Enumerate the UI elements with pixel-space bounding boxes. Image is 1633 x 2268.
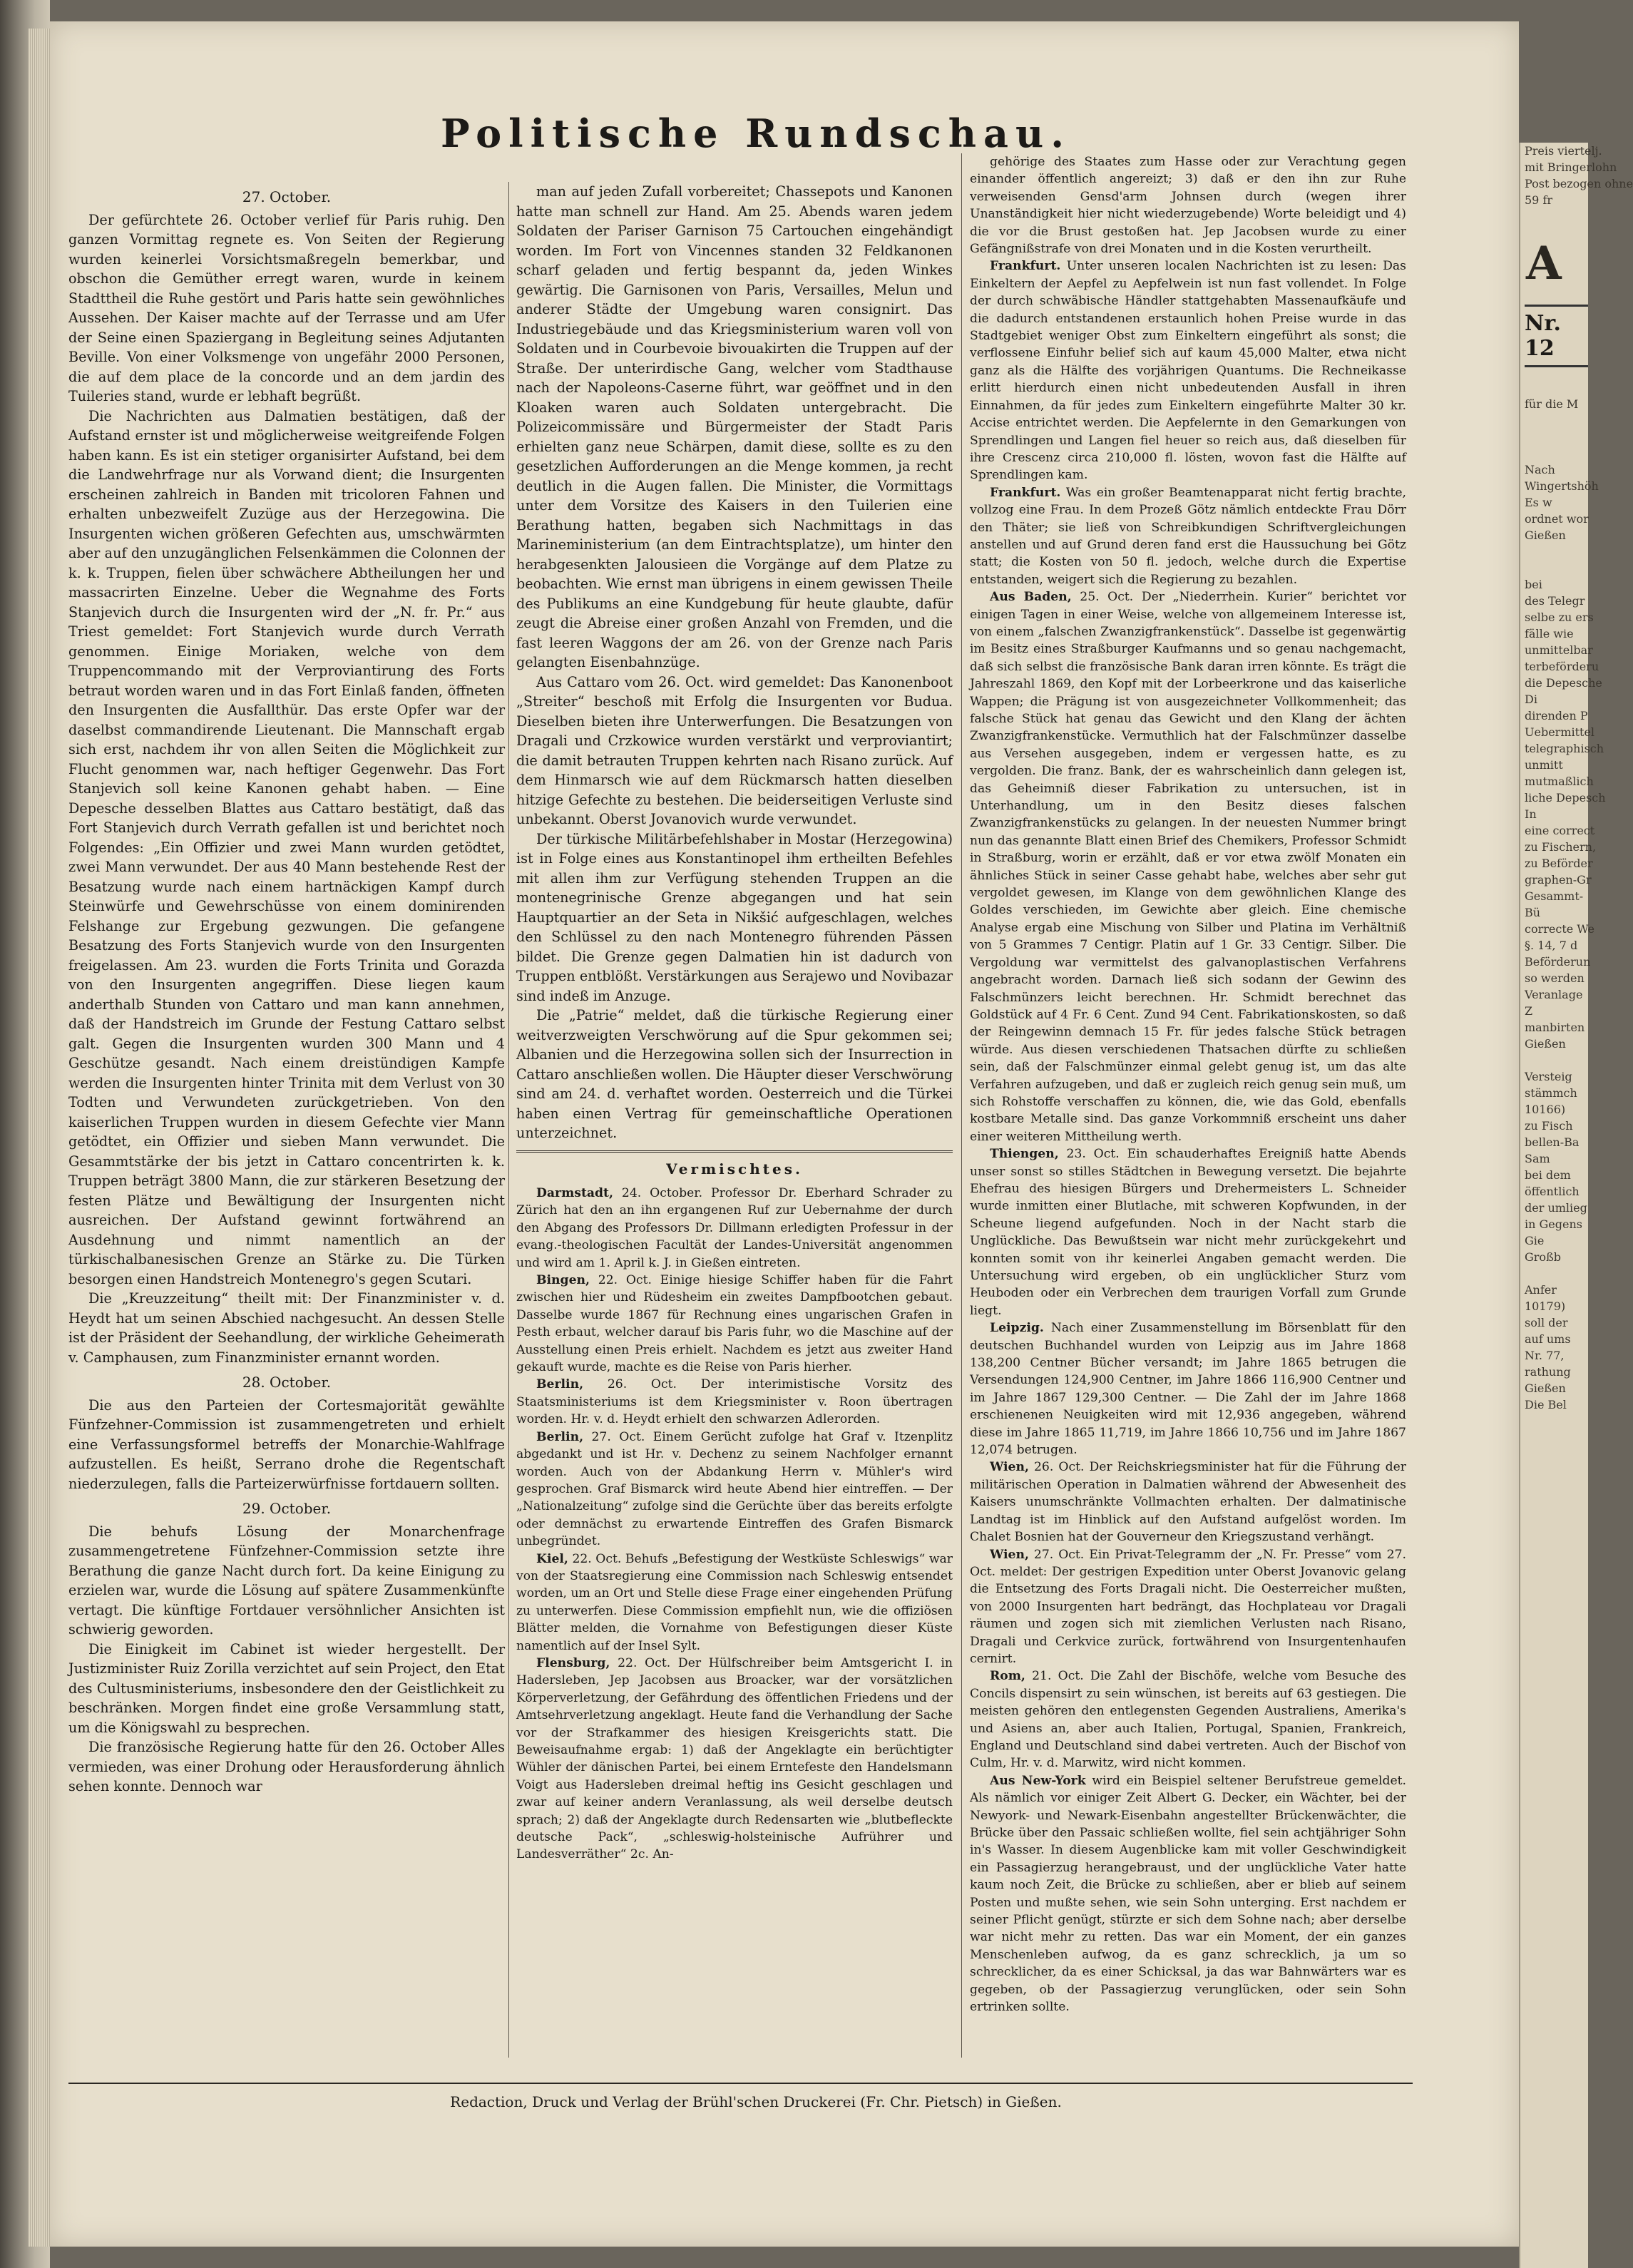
next-page-line: so werden <box>1525 971 1585 985</box>
next-page-price-note <box>1520 143 1633 208</box>
next-page-line: ordnet wor <box>1525 512 1589 526</box>
next-page-line: fälle wie <box>1525 627 1574 640</box>
next-page-line <box>1520 1052 1588 1068</box>
next-page-line: graphen-Gr <box>1525 873 1592 887</box>
news-item <box>516 1429 953 1551</box>
article-paragraph: Der gefürchtete 26. October verlief für Paris ruhig. Den ganzen Vormittag regnete es. Von Seiten der Regierung wurden keinerlei Vorsichtsmaßregeln bemerkbar, und obschon die Gemüther erregt waren, wurde in keinem Stadttheil die Ruhe gestört und Paris hatte sein gewöhnliches Aussehen. Der Kaiser machte auf der Terrasse und am Ufer der Seine einen Spaziergang in Begleitung seines Adjutanten Beville. Von einer Volksmenge von ungefähr 2000 Personen, die auf dem place de la concorde und an dem jardin des Tuileries stand, wurde er lebhaft begrüßt. <box>68 211 505 404</box>
section-heading-vermischtes: Vermischtes. <box>666 1160 803 1178</box>
next-page-line: Beförderun <box>1525 955 1591 969</box>
next-page-line: manbirten <box>1525 1021 1585 1034</box>
next-page-issue-number: Nr. 12 <box>1525 305 1588 367</box>
news-dateline-place: Thiengen, <box>990 1147 1059 1162</box>
next-page-line: liche Depesch <box>1525 791 1606 804</box>
next-page-line: 59 fr <box>1525 193 1553 207</box>
next-page-line: Nach <box>1525 463 1555 476</box>
news-dateline-place: Leipzig. <box>990 1321 1044 1336</box>
news-text: 26. Oct. Der interimistische Vorsitz des Staatsministeriums ist dem Kriegsminister v. Roon übertragen worden. Hr. v. d. Heydt erhielt den schwarzen Adlerorden. <box>516 1377 953 1427</box>
news-item <box>516 1376 953 1428</box>
news-dateline-place: Kiel, <box>536 1551 568 1566</box>
next-page-line: Versteig <box>1525 1070 1572 1083</box>
next-page-line: mit Bringerlohn <box>1525 160 1617 174</box>
next-page-line <box>1520 1265 1588 1282</box>
news-item <box>970 153 1406 257</box>
news-dateline-place: Bingen, <box>536 1273 590 1288</box>
next-page-line: 10166) <box>1525 1103 1566 1116</box>
news-text: 22. Oct. Der Hülfschreiber beim Amtsgericht I. in Hadersleben, Jep Jacobsen aus Broacker, war der vorsätzlichen Körperverletzung, der Gefährdung des öffentlichen Friedens und der Amtsehrverletzung angeklagt. Heute fand die Verhandlung der Sache vor der Strafkammer des hiesigen Kreisgerichts statt. Die Beweisaufnahme ergab: 1) daß der Angeklagte ein berüchtigter Wühler der dänischen Partei, bei einem Erntefeste den Handelsmann Voigt aus Hadersleben dreimal heftig ins Gesicht geschlagen und zwar auf keiner andern Veranlassung, als weil derselbe deutsch sprach; 2) daß der Angeklagte durch Redensarten wie „blutbefleckte deutsche Pack“, „schleswig-holsteinische Aufrührer und Landesverräther“ 2c. An- <box>516 1655 953 1862</box>
next-page-line: direnden P <box>1525 709 1588 722</box>
next-page-line: Gießen <box>1525 528 1566 542</box>
news-text: Nach einer Zusammenstellung im Börsenblatt für den deutschen Buchhandel wurden von Leipzig aus im Jahre 1868 138,200 Centner Bücher versandt; im Jahre 1865 betrugen die Versendungen 124,900 Centner, im Jahre 1866 116,900 Centner und im Jahre 1867 129,300 Centner. — Die Zahl der im Jahre 1868 erschienenen Neuigkeiten wird mit 12,936 angegeben, während diese im Jahre 1865 11,719, im Jahre 1866 10,756 und im Jahre 1867 12,074 betrugen. <box>970 1321 1407 1458</box>
next-page-line: Gesammt- <box>1525 889 1584 903</box>
article-paragraph: Die „Kreuzzeitung“ theilt mit: Der Finanzminister v. d. Heydt hat um seinen Abschied nachgesucht. An dessen Stelle ist der Präsident der Seehandlung, der wirkliche Geheimerath v. Camphausen, zum Finanzminister ernannt worden. <box>68 1290 505 1366</box>
next-page-line: telegraphisch <box>1525 742 1604 755</box>
imprint-footer: Redaction, Druck und Verlag der Brühl'schen Druckerei (Fr. Chr. Pietsch) in Gießen. <box>450 2093 1062 2110</box>
next-page-line: §. 14, 7 d <box>1525 939 1578 952</box>
next-page-line: soll der <box>1525 1316 1568 1329</box>
next-page-line: In <box>1525 807 1537 821</box>
next-page-line: mutmaßlich <box>1525 775 1594 788</box>
next-page-line: Wingertshöh <box>1525 479 1599 493</box>
next-page-line: zu Fischern, <box>1525 840 1597 854</box>
article-paragraph: Die Nachrichten aus Dalmatien bestätigen, daß der Aufstand ernster ist und möglicherweise weitgreifende Folgen haben kann. Es ist ein stetiger organisirter Aufstand, bei dem die Landwehrfrage nur als Vorwand dient; die Insurgenten erscheinen zahlreich in Banden mit tricoloren Fahnen und erhalten unbezweifelt Zuzüge aus der Herzegowina. Die Insurgenten wichen größeren Gefechten aus, umschwärmten aber auf den unzugänglichen Felsenkämmen die Colonnen der k. k. Truppen, fielen über schwächere Abtheilungen her und massacrirten Einzelne. Ueber die Wegnahme des Forts Stanjevich durch die Insurgenten wird der „N. fr. Pr.“ aus Triest gemeldet: Fort Stanjevich wurde durch Verrath genommen. Einige Moriaken, welche von dem Truppencommando mit der Verproviantirung des Forts betraut worden waren und in das Fort Einlaß fanden, öffneten den Insurgenten die Ausfallthür. Das erste Opfer war der daselbst commandirende Lieutenant. Die Mannschaft ergab sich erst, nachdem ihr von allen Seiten die Möglichkeit zur Flucht genommen war, nach heftiger Gegenwehr. Das Fort Stanjevich soll keine Kanonen gehabt haben. — Eine Depesche desselben Blattes aus Cattaro bestätigt, daß das Fort Stanjevich durch Verrath gefallen ist und berichtet noch Folgendes: „Ein Offizier und zwei Mann wurden getödtet, zwei Mann verwundet. Der aus 40 Mann bestehende Rest der Besatzung wurde nach einem hartnäckigen Kampf durch Steinwürfe und Gewehrschüsse von einem dominirenden Felshange zur Ergebung gezwungen. Die gefangene Besatzung des Forts Stanjevich wurde von den Insurgenten freigelassen. Am 23. wurden die Forts Trinita und Gorazda von den Insurgenten angegriffen. Diese liegen kaum anderthalb Stunden von Cattaro und man kann annehmen, daß der Handstreich im Grunde der Festung Cattaro selbst galt. Gegen die Insurgenten wurden 300 Mann und 4 Geschütze gesandt. Nach einem dreistündigen Kampfe werden die Insurgenten hinter Trinita mit dem Verlust von 30 Todten und Verwundeten zurückgetrieben. Von den kaiserlichen Truppen wurden in diesem Gefechte vier Mann getödtet, ein Offizier und sieben Mann verwundet. Die Gesammtstärke der bis jetzt in Cattaro concentrirten k. k. Truppen beträgt 3800 Mann, die zur stärkeren Besetzung der festen Plätze und Bewältigung der Insurgenten nicht ausreichen. Der Aufstand gewinnt fortwährend an Ausdehnung und nimmt namentlich an der türkischalbanesischen Grenze an Stärke zu. Die Türken besorgen einen Handstreich Montenegro's gegen Scutari. <box>68 407 505 1287</box>
news-item <box>970 1772 1406 2016</box>
news-text: 27. Oct. Ein Privat-Telegramm der „N. Fr. Presse“ vom 27. Oct. meldet: Der gestrigen Expedition unter Oberst Jovanovic gelang die Entsetzung des Forts Dragali nicht. Die Oesterreicher mußten, von 2000 Insurgenten hart bedrängt, das Hochplateau vor Dragali räumen und zogen sich mit ziemlichen Verlusten nach Risano, Dragali und Cerkvice zurück, fortwährend von Insurgentenhaufen cernirt. <box>970 1547 1406 1666</box>
news-item <box>970 588 1406 1145</box>
next-page-line <box>1520 445 1588 461</box>
news-dateline-place: Aus New-York <box>990 1773 1086 1788</box>
next-page-line: auf ums <box>1525 1332 1571 1346</box>
column-1 <box>68 182 505 2058</box>
next-page-masthead: A <box>1526 237 1562 290</box>
next-page-line: terbeförderu <box>1525 660 1599 673</box>
next-page-line: öffentlich <box>1525 1185 1580 1198</box>
next-page-line: Z <box>1525 1004 1533 1018</box>
news-dateline-place: Berlin, <box>536 1377 584 1392</box>
dateline: 27. October. <box>242 188 332 205</box>
next-page-fragment <box>1519 143 1633 2268</box>
next-page-line: der umlieg <box>1525 1201 1587 1215</box>
news-item <box>970 1546 1406 1668</box>
news-item <box>516 1272 953 1376</box>
news-item <box>516 1185 953 1272</box>
next-page-line: Sam <box>1525 1152 1550 1165</box>
next-page-line: bei dem <box>1525 1168 1571 1182</box>
next-page-line: Gießen <box>1525 1037 1566 1051</box>
article-paragraph: man auf jeden Zufall vorbereitet; Chassepots und Kanonen hatte man schnell zur Hand. Am 25. Abends waren jedem Soldaten der Pariser Garnison 75 Cartouchen eingehändigt worden. Im Fort von Vincennes standen 32 Feldkanonen scharf geladen und fertig bespannt da, jeden Winkes gewärtig. Die Garnisonen von Paris, Versailles, Melun und anderer Städte der Umgebung waren consignirt. Das Industriegebäude und das Kriegsministerium waren voll von Soldaten und in Courbevoie bivouakirten die Truppen auf der Straße. Der unterirdische Gang, welcher vom Stadthause nach der Napoleons-Caserne führt, war geöffnet und in den Kloaken waren auch Soldaten untergebracht. Die Polizeicommissäre und Bürgermeister der Stadt Paris erhielten ganz neue Schärpen, damit diese, sollte es zu den gesetzlichen Aufforderungen an die Menge kommen, ja recht deutlich in die Augen fallen. Die Minister, die Vormittags unter dem Vorsitze des Kaisers in den Tuilerien eine Berathung hatten, begaben sich Nachmittags in das Marineministerium (an dem Eintrachtsplatze), um hinter den herabgesenkten Jalousieen die Vorgänge auf dem Platze zu beobachten. Wie ernst man übrigens in einem gewissen Theile des Publikums an eine Kundgebung für heute glaubte, dafür zeugt die Abreise einer großen Anzahl von Fremden, und die fast leeren Waggons der am 26. von der Grenze nach Paris gelangten Eisenbahnzüge. <box>516 183 953 670</box>
article-paragraph: Die Einigkeit im Cabinet ist wieder hergestellt. Der Justizminister Ruiz Zorilla verzichtet auf sein Project, den Etat des Cultusministeriums, insbesondere den der Geistlichkeit zu beschränken. Morgen findet eine große Versammlung statt, um die Königswahl zu besprechen. <box>68 1640 505 1736</box>
news-text: wird ein Beispiel seltener Berufstreue gemeldet. Als nämlich vor einiger Zeit Albert G. Decker, ein Wächter, bei der Newyork- und Newark-Eisenbahn angestellter Brückenwächter, die Brücke über den Passaic schließen wollte, fiel sein achtjähriger Sohn in's Wasser. In diesem Augenblicke kam mit voller Geschwindigkeit ein Passagierzug herangebraust, und der unglückliche Vater hatte kaum noch Zeit, die Brücke zu schließen, aber er blieb auf seinem Posten und mußte sehen, wie sein Sohn unterging. Erst nachdem er seiner Pflicht genügt, stürzte er sich dem Sohne nach; aber derselbe war nicht mehr zu retten. Das war ein Moment, der ein ganzes Menschenleben aufwog, da es ganz schrecklich, ja um so schrecklicher, da es einer Schicksal, ja das war Bahnwärters war es gegeben, ob der Passagierzug verunglücken, oder sein Sohn ertrinken sollte. <box>970 1773 1406 2015</box>
next-page-line: stämmch <box>1525 1086 1577 1100</box>
article-paragraph: Aus Cattaro vom 26. Oct. wird gemeldet: Das Kanonenboot „Streiter“ beschoß mit Erfolg die Insurgenten vor Budua. Dieselben bieten ihre Unterwerfungen. Die Besatzungen von Dragali und Crzkowice wurden verstärkt und verproviantirt; die damit betrauten Truppen kehrten nach Risano zurück. Auf dem Hinmarsch wie auf dem Rückmarsch hatten dieselben hitzige Gefechte zu bestehen. Die beiderseitigen Verluste sind unbekannt. Oberst Jovanovich wurde verwundet. <box>516 673 953 827</box>
news-dateline-place: Berlin, <box>536 1429 584 1444</box>
next-page-line: Gießen <box>1525 1381 1566 1395</box>
next-page-line: zu Fisch <box>1525 1119 1573 1133</box>
news-dateline-place: Aus Baden, <box>990 590 1072 605</box>
next-page-line: Post bezogen ohne <box>1525 177 1633 190</box>
next-page-line <box>1520 560 1588 576</box>
next-page-line: für die M <box>1525 397 1579 411</box>
article-paragraph: Die französische Regierung hatte für den 26. October Alles vermieden, was einer Drohung oder Herausforderung ähnlich sehen konnte. Dennoch war <box>68 1739 505 1794</box>
next-page-line: eine correct <box>1525 824 1595 837</box>
column-2-articles <box>516 182 953 1143</box>
next-page-line: des Telegr <box>1525 594 1585 608</box>
news-text: gehörige des Staates zum Hasse oder zur Verachtung gegen einander öffentlich angereizt; 3) daß er den ihn zur Ruhe verweisenden Gensd'arm Johnsen durch (wegen ihrer Unanständigkeit hier nicht wiederzugebende) Worte beleidigt und 4) die vor die Brust gestoßen hat. Jep Jacobsen wurde zu einer Gefängnißstrafe von drei Monaten und in die Kosten verurtheilt. <box>970 155 1406 257</box>
news-item <box>516 1551 953 1655</box>
footer-rule <box>68 2083 1413 2084</box>
next-page-line: zu Beförder <box>1525 857 1593 870</box>
next-page-line: Bü <box>1525 906 1541 919</box>
next-page-line <box>1520 543 1588 560</box>
column-divider <box>961 153 962 2058</box>
news-text: 22. Oct. Behufs „Befestigung der Westküste Schleswigs“ war von der Staatsregierung eine Commission nach Schleswig entsendet worden, um an Ort und Stelle diese Frage einer eingehenden Prüfung zu unterwerfen. Diese Commission empfiehlt nun, wie die offiziösen Blätter melden, die Vornahme von Befestigungen dieser Küste namentlich auf der Insel Sylt. <box>516 1551 953 1653</box>
next-page-line: rathung <box>1525 1365 1571 1379</box>
news-item <box>970 1459 1406 1546</box>
page-title: Politische Rundschau. <box>440 111 1072 156</box>
news-text: 22. Oct. Einige hiesige Schiffer haben für die Fahrt zwischen hier und Rüdesheim ein zweites Dampfbootchen gebaut. Dasselbe wurde 1867 für Rechnung eines ungarischen Grafen in Pesth erbaut, welcher darauf bis Paris fuhr, wo die Maschine auf der Ausstellung einen Preis erhielt. Nachdem es jetzt aus zweiter Hand gekauft wurde, machte es die Reise von Paris hierher. <box>516 1273 953 1375</box>
news-text: 25. Oct. Der „Niederrhein. Kurier“ berichtet vor einigen Tagen in einer Weise, welche von allgemeinem Interesse ist, von einem „falschen Zwanzigfrankenstück“. Dasselbe ist gegenwärtig im Besitz eines Straßburger Kaufmanns und so genau nachgemacht, daß sich selbst die französische Bank daran irren könnte. Es trägt die Jahreszahl 1869, den Kopf mit der Lorbeerkrone und das kaiserliche Wappen; die Prägung ist von ausgezeichneter Vollkommenheit; das falsche Stück hat genau das Gewicht und den Klang der ächten Zwanzigfrankenstücke. Vermuthlich hat der Falschmünzer dasselbe aus Versehen ausgegeben, indem er vergessen hatte, es zu vergolden. Die franz. Bank, der es wahrscheinlich dann gelegen ist, das Geheimniß dieser Fabrikation zu untersuchen, ist in Unterhandlung, um in den Besitz dieses falschen Zwanzigfrankenstücks zu gelangen. In der neuesten Nummer bringt nun das genannte Blatt einen Brief des Chemikers, Professor Schmidt in Straßburg, worin er erzählt, daß er vor etwa zwölf Monaten ein ähnliches Stück in seiner Casse gehabt habe, welches aber sehr gut vergoldet gewesen, im Klange von dem gewöhnlichen Klange des Goldes verschieden, im Gewichte aber gleich. Eine chemische Analyse ergab eine Mischung von Silber und Platina im Verhältniß von 5 Grammes 7 Centigr. Platin auf 1 Gr. 33 Centigr. Silber. Die Vergoldung war vermittelst des galvanoplastischen Verfahrens angebracht worden. Darnach ließ sich sodann der Gewinn des Falschmünzers leicht berechnen. Hr. Schmidt berechnet das Goldstück auf 4 Fr. 6 Cent. Zund 94 Cent. Fabrikationskosten, so daß der Reingewinn demnach 15 Fr. für jedes falsche Stück betragen würde. Aus diesen verschiedenen Thatsachen dürfte zu schließen sein, daß der Falschmünzer einmal gelebt genug ist, um das alte Verfahren aufzugeben, und daß er zugleich reich genug sein muß, um sich Rohstoffe verschaffen zu können, die, wie das Gold, ebenfalls kostbare Metalle sind. Das ganze Vorkommniß erscheint uns daher einer weiteren Mittheilung werth. <box>970 590 1407 1144</box>
next-page-line: bellen-Ba <box>1525 1135 1580 1149</box>
news-dateline-place: Frankfurt. <box>990 485 1061 500</box>
news-dateline-place: Darmstadt, <box>536 1186 613 1200</box>
next-page-line: unmittelbar <box>1525 643 1593 657</box>
next-page-line: Es w <box>1525 496 1552 509</box>
next-page-line: bei <box>1525 578 1542 591</box>
news-dateline-place: Rom, <box>990 1669 1025 1684</box>
news-text: 24. October. Professor Dr. Eberhard Schrader zu Zürich hat den an ihn ergangenen Ruf zur Uebernahme der durch den Abgang des Professors Dr. Dillmann erledigten Professur in der evang.-theologischen Facultät der Landes-Universität angenommen und wird am 1. April k. J. in Gießen eintreten. <box>516 1186 953 1270</box>
news-dateline-place: Frankfurt. <box>990 259 1061 274</box>
next-page-line: Gie <box>1525 1234 1545 1247</box>
next-page-line: correcte We <box>1525 922 1594 936</box>
next-page-line: Nr. 77, <box>1525 1349 1565 1362</box>
next-page-line: Die Bel <box>1525 1398 1567 1411</box>
next-page-line: unmitt <box>1525 758 1563 772</box>
next-page-line: selbe zu ers <box>1525 611 1594 624</box>
next-page-line: in Gegens <box>1525 1217 1582 1231</box>
next-page-line: Uebermittel <box>1525 725 1595 739</box>
next-page-line: Preis viertelj. <box>1525 144 1602 158</box>
article-paragraph: Der türkische Militärbefehlshaber in Mostar (Herzegowina) ist in Folge eines aus Konstantinopel ihm ertheilten Befehles mit allen ihm zur Verfügung stehenden Truppen an die montenegrinische Grenze abgegangen und hat sein Hauptquartier an der Seta in Nikšić aufgeschlagen, welches den Schlüssel zu den nach Montenegro führenden Pässen bildet. Die Grenze gegen Dalmatien hin ist dadurch von Truppen entblößt. Verstärkungen aus Serajewo und Novibazar sind indeß im Anzuge. <box>516 830 953 1004</box>
news-text: Was ein großer Beamtenapparat nicht fertig brachte, vollzog eine Frau. In dem Prozeß Götz nämlich entdeckte Frau Dörr den Thäter; sie ließ von Schreibkundigen Schriftvergleichungen anstellen und auf Grund deren fand erst die Haussuchung bei Götz statt; die Kosten von 50 fl. jedoch, welche durch die Expertise entstanden, weigert sich die Regierung zu bezahlen. <box>970 485 1406 587</box>
news-dateline-place: Wien, <box>990 1547 1029 1562</box>
next-page-line: Di <box>1525 693 1537 706</box>
dateline: 29. October. <box>242 1500 332 1517</box>
news-text: 23. Oct. Ein schauderhaftes Ereigniß hatte Abends unser sonst so stilles Städtchen in Bewegung versetzt. Die bejahrte Ehefrau des hiesigen Bürgers und Drehermeisters L. Schneider wurde inmitten einer Blutlache, mit schweren Kopfwunden, in der Scheune liegend aufgefunden. Noch in der Nacht starb die Unglückliche. Das Bewußtsein war nicht mehr zurückgekehrt und konnten somit von ihr keinerlei Angaben gemacht werden. Die Untersuchung wird ergeben, ob ein unglücklicher Sturz vom Heuboden oder ein Verbrechen dem traurigen Vorfall zum Grunde liegt. <box>970 1147 1407 1318</box>
column-divider <box>508 182 509 2058</box>
section-rule <box>516 1150 953 1153</box>
news-text: 27. Oct. Einem Gerücht zufolge hat Graf v. Itzenplitz abgedankt und ist Hr. v. Dechenz zu seinem Nachfolger ernannt worden. Auch von der Abdankung Herrn v. Mühler's wird gesprochen. Graf Bismarck wird heute Abend hier eintreffen. — Der „Nationalzeitung“ zufolge sind die Gerüchte über das bereits erfolgte oder demnächst zu erwartende Eintreffen des Grafen Bismarck unbegründet. <box>516 1429 953 1549</box>
news-dateline-place: Wien, <box>990 1460 1029 1475</box>
article-paragraph: Die aus den Parteien der Cortesmajorität gewählte Fünfzehner-Commission ist zusammengetreten und erhielt eine Verfassungsformel betreffs der Monarchie-Wahlfrage aufzustellen. Es heißt, Serrano drohe die Regentschaft niederzulegen, falls die Parteizerwürfnisse fortdauern sollten. <box>68 1396 505 1492</box>
next-page-line: die Depesche <box>1525 676 1602 690</box>
article-paragraph: Die behufs Lösung der Monarchenfrage zusammengetretene Fünfzehner-Commission setzte ihre Berathung die ganze Nacht durch fort. Da keine Einigung zu erzielen war, wurde die Lösung auf spätere Zusammenkünfte vertagt. Die künftige Fortdauer versöhnlicher Ansichten ist schwierig geworden. <box>68 1523 505 1638</box>
dateline: 28. October. <box>242 1374 332 1391</box>
next-page-line <box>1520 412 1588 429</box>
news-text: Unter unseren localen Nachrichten ist zu lesen: Das Einkeltern der Aepfel zu Aepfelwein ist nun fast vollendet. In Folge der durch schwäbische Händler stattgehabten Massenaufkäufe und die dadurch entstandenen erstaunlich hohen Preise wurde in das Stadtgebiet weniger Obst zum Einkeltern eingeführt als sonst; die verflossene Einfuhr belief sich auf kaum 45,000 Malter, etwa nicht ganz als die Hälfte des vorjährigen Quantums. Die Rechneikasse erlitt hierdurch einen nicht unbedeutenden Ausfall in ihren Einnahmen, da für jedes zum Einkeltern eingeführte Malter 30 kr. Accise entrichtet werden. Die Aepfelernte in den Gemarkungen von Sprendlingen und Langen fiel heuer so reich aus, daß dieselben für ihre Crescenz circa 210,000 fl. lösten, wovon fast die Hälfte auf Sprendlingen kam. <box>970 259 1406 483</box>
next-page-line: Großb <box>1525 1250 1561 1264</box>
news-item <box>970 484 1406 588</box>
next-page-line: Anfer <box>1525 1283 1557 1297</box>
column-2-vermischtes <box>516 1185 953 1864</box>
next-page-line: 10179) <box>1525 1299 1566 1313</box>
news-item <box>970 257 1406 484</box>
column-3 <box>970 153 1406 2058</box>
news-item <box>970 1319 1406 1459</box>
news-item <box>970 1667 1406 1772</box>
news-text: 26. Oct. Der Reichskriegsminister hat für die Führung der militärischen Operation in Dalmatien während der Abwesenheit des Kaisers unumschränkte Vollmachten erhalten. Der dalmatinische Landtag ist im Hinblick auf den Aufstand aufgelöst worden. Im Chalet Bosnien hat der Gouverneur den Kriegszustand verhängt. <box>970 1460 1406 1545</box>
news-text: 21. Oct. Die Zahl der Bischöfe, welche vom Besuche des Concils dispensirt zu sein wünschen, ist bereits auf 63 gestiegen. Die meisten gehören den entlegensten Gegenden Australiens, Amerika's und Asiens an, aber auch Italien, Portugal, Spanien, Frankreich, England und Deutschland sind dabei vertreten. Auch der Bischof von Culm, Hr. v. d. Marwitz, wird nicht kommen. <box>970 1669 1406 1771</box>
news-item <box>516 1655 953 1864</box>
next-page-line <box>1520 429 1588 445</box>
next-page-text <box>1520 396 1606 1413</box>
news-dateline-place: Flensburg, <box>536 1655 610 1670</box>
news-item <box>970 1145 1406 1319</box>
next-page-line: Veranlage <box>1525 988 1583 1001</box>
column-2 <box>516 182 953 2058</box>
article-paragraph: Die „Patrie“ meldet, daß die türkische Regierung einer weitverzweigten Verschwörung auf die Spur gekommen sei; Albanien und die Herzegowina sollen sich der Insurrection in Cattaro anschließen wollen. Die Häupter dieser Verschwörung sind am 24. d. verhaftet worden. Oesterreich und die Türkei haben einen Vertrag für gemeinschaftliche Operationen unterzeichnet. <box>516 1007 953 1141</box>
